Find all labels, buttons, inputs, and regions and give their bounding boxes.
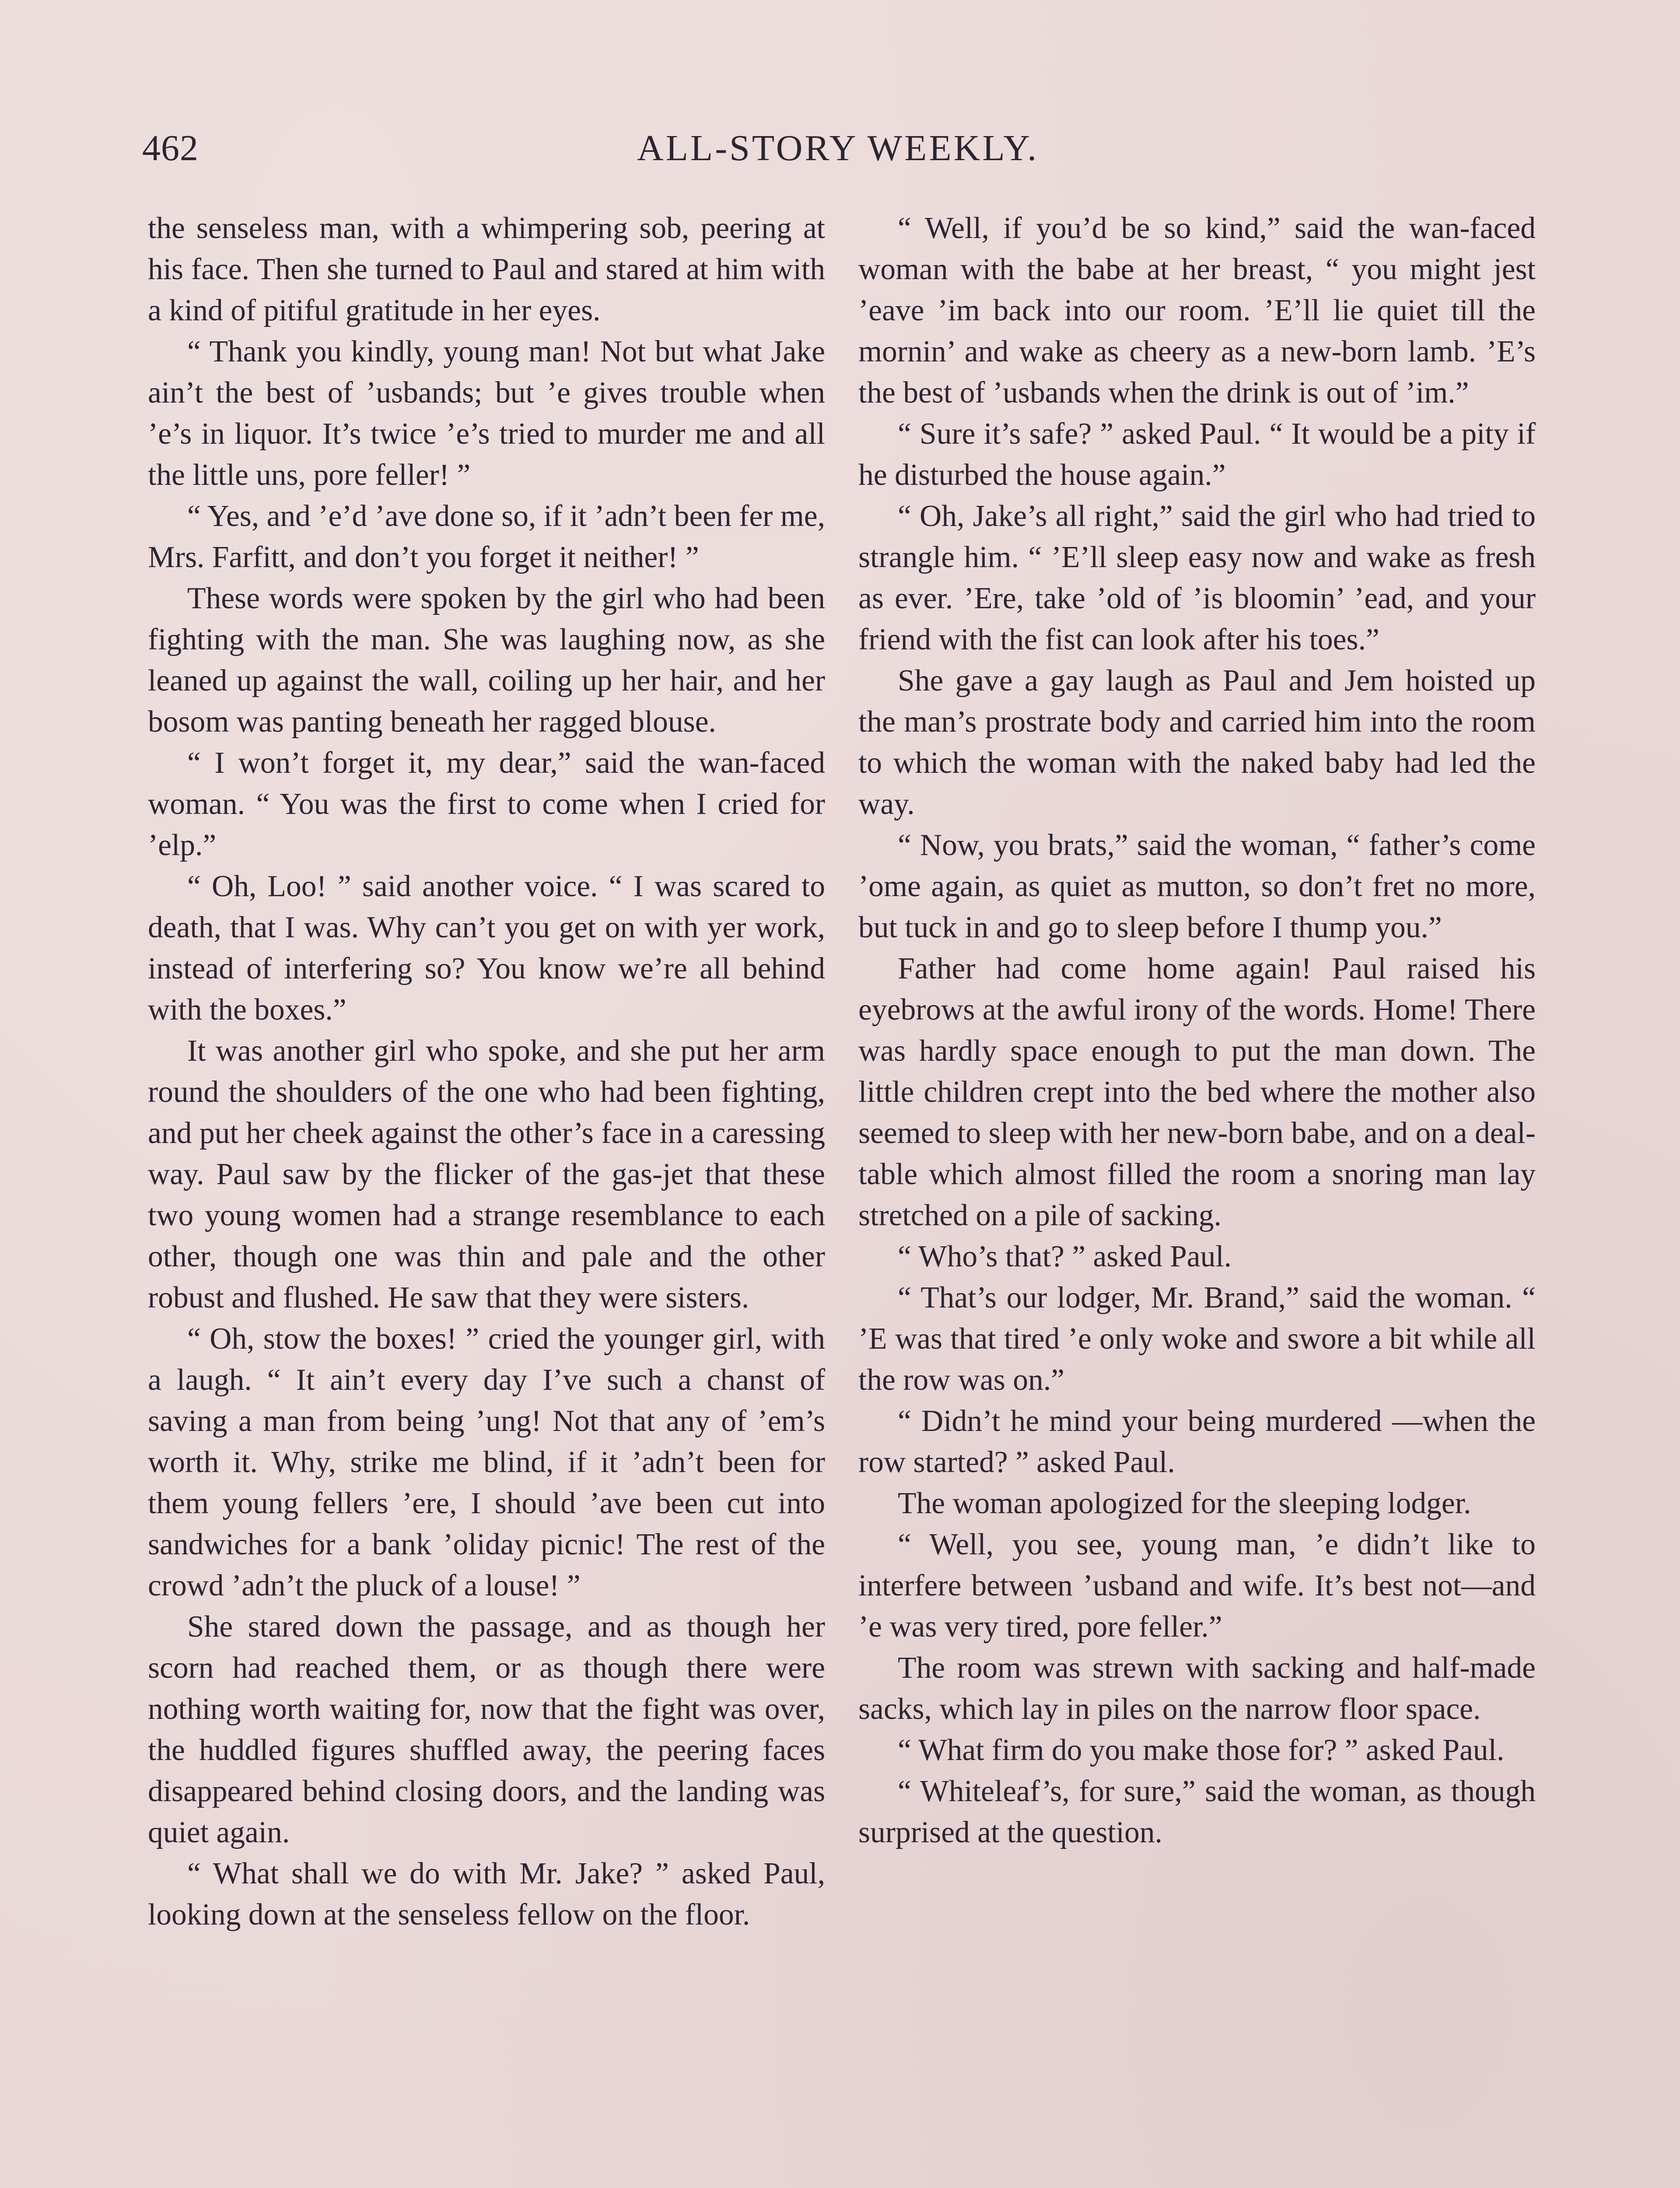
paragraph: “ Well, you see, young man, ’e didn’t like to interfere between ’usband and wife. It’s best not—and ’e was very tired, pore feller.” <box>858 1528 1536 1644</box>
paragraph: “ Sure it’s safe? ” asked Paul. “ It would be a pity if he disturbed the house again.” <box>858 417 1536 492</box>
paragraph: “ Whiteleaf’s, for sure,” said the woman, as though surprised at the question. <box>858 1774 1536 1849</box>
left-column <box>148 208 825 1936</box>
paragraph: “ What firm do you make those for? ” asked Paul. <box>898 1733 1505 1767</box>
paragraph: “ Who’s that? ” asked Paul. <box>898 1240 1232 1273</box>
paragraph: “ What shall we do with Mr. Jake? ” asked Paul, looking down at the senseless fellow on the floor. <box>148 1857 825 1932</box>
right-column <box>858 208 1536 1853</box>
paragraph: “ That’s our lodger, Mr. Brand,” said the woman. “ ’E was that tired ’e only woke and swore a bit while all the row was on.” <box>858 1281 1536 1397</box>
paragraph: The woman apologized for the sleeping lodger. <box>898 1487 1471 1520</box>
page-number: 462 <box>142 128 199 168</box>
running-head: ALL-STORY WEEKLY. <box>637 128 1039 168</box>
paragraph: “ Oh, Loo! ” said another voice. “ I was scared to death, that I was. Why can’t you get on with yer work, instead of interfering so? You know we’re all behind with the boxes.” <box>148 870 825 1027</box>
paragraph: the senseless man, with a whimpering sob, peering at his face. Then she turned to Paul and stared at him with a kind of pitiful gratitude in her eyes. <box>148 211 825 327</box>
paragraph: “ Yes, and ’e’d ’ave done so, if it ’adn’t been fer me, Mrs. Farfitt, and don’t you forget it neither! ” <box>148 499 825 574</box>
paragraph: “ Now, you brats,” said the woman, “ father’s come ’ome again, as quiet as mutton, so don’t fret no more, but tuck in and go to sleep before I thump you.” <box>858 828 1536 944</box>
paragraph: It was another girl who spoke, and she put her arm round the shoulders of the one who had been fighting, and put her cheek against the other’s face in a caressing way. Paul saw by the flicker of the gas-jet that these two young women had a strange resemblance to each other, though one was thin and pale and the other robust and flushed. He saw that they were sisters. <box>148 1034 825 1315</box>
paragraph: “ Oh, Jake’s all right,” said the girl who had tried to strangle him. “ ’E’ll sleep easy now and wake as fresh as ever. ’Ere, take ’old of ’is bloomin’ ’ead, and your friend with the fist can look after his toes.” <box>858 499 1536 656</box>
paragraph: Father had come home again! Paul raised his eyebrows at the awful irony of the words. Home! There was hardly space enough to put the man down. The little children crept into the bed where the mother also seemed to sleep with her new-born babe, and on a deal-table which almost filled the room a snoring man lay stretched on a pile of sacking. <box>858 952 1536 1232</box>
paragraph: “ Oh, stow the boxes! ” cried the younger girl, with a laugh. “ It ain’t every day I’ve such a chanst of saving a man from being ’ung! Not that any of ’em’s worth it. Why, strike me blind, if it ’adn’t been for them young fellers ’ere, I should ’ave been cut into sandwiches for a bank ’oliday picnic! The rest of the crowd ’adn’t the pluck of a louse! ” <box>148 1322 825 1602</box>
paragraph: “ Thank you kindly, young man! Not but what Jake ain’t the best of ’usbands; but ’e gives trouble when ’e’s in liquor. It’s twice ’e’s tried to murder me and all the little uns, pore feller! ” <box>148 335 825 492</box>
paragraph: “ Well, if you’d be so kind,” said the wan-faced woman with the babe at her breast, “ you might jest ’eave ’im back into our room. ’E’ll lie quiet till the mornin’ and wake as cheery as a new-born lamb. ’E’s the best of ’usbands when the drink is out of ’im.” <box>858 211 1536 410</box>
paragraph: These words were spoken by the girl who had been fighting with the man. She was laughing now, as she leaned up against the wall, coiling up her hair, and her bosom was panting beneath her ragged blouse. <box>148 582 825 739</box>
paragraph: “ I won’t forget it, my dear,” said the wan-faced woman. “ You was the first to come when I cried for ’elp.” <box>148 746 825 862</box>
page-header <box>142 127 1533 179</box>
paragraph: She stared down the passage, and as though her scorn had reached them, or as though there were nothing worth waiting for, now that the fight was over, the huddled figures shuffled away, the peering faces disappeared behind closing doors, and the landing was quiet again. <box>148 1610 825 1849</box>
paragraph: She gave a gay laugh as Paul and Jem hoisted up the man’s prostrate body and carried him into the room to which the woman with the naked baby had led the way. <box>858 664 1536 821</box>
paragraph: “ Didn’t he mind your being murdered —when the row started? ” asked Paul. <box>858 1404 1536 1479</box>
paragraph: The room was strewn with sacking and half-made sacks, which lay in piles on the narrow floor space. <box>858 1651 1536 1726</box>
